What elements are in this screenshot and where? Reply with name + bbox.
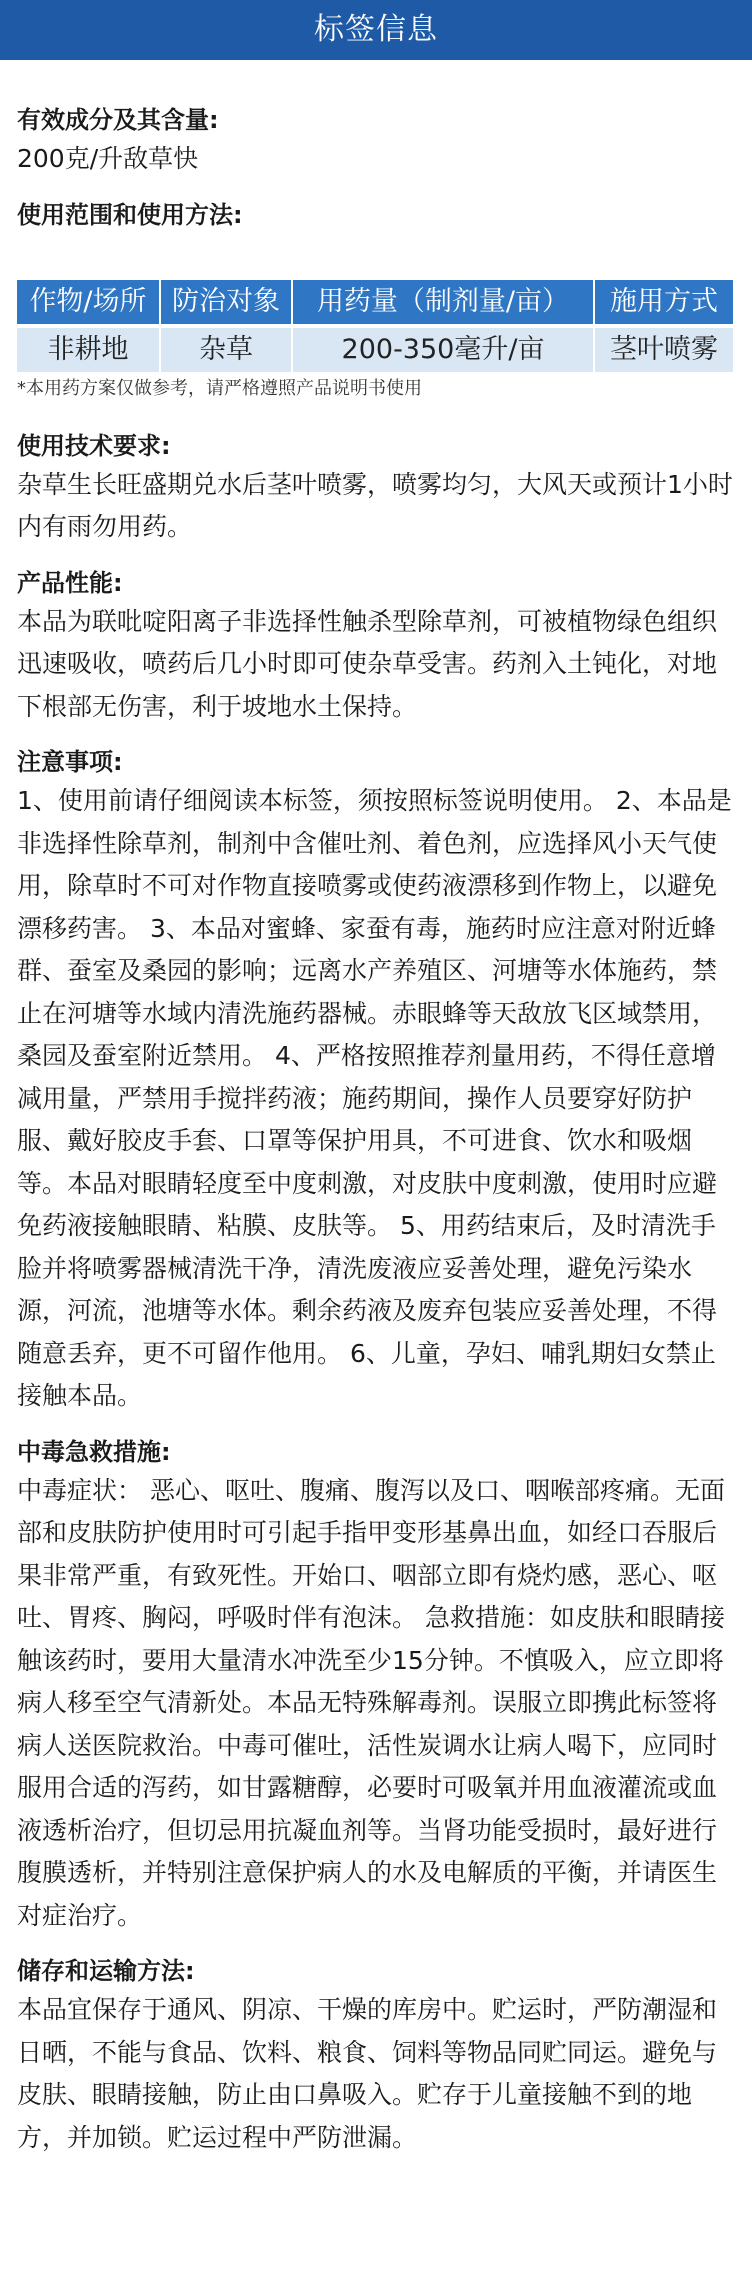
firstaid-heading: 中毒急救措施: bbox=[17, 1437, 171, 1466]
section-storage bbox=[17, 1953, 735, 2159]
table-cell: 茎叶喷雾 bbox=[595, 328, 733, 372]
table-cell: 杂草 bbox=[161, 328, 291, 372]
performance-text: 本品为联吡啶阳离子非选择性触杀型除草剂，可被植物绿色组织迅速吸收，喷药后几小时即可使杂草受害。药剂入土钝化，对地下根部无伤害，利于坡地水土保持。 bbox=[17, 606, 718, 721]
ingredient-heading: 有效成分及其含量: bbox=[17, 106, 219, 134]
label-content bbox=[0, 60, 752, 2159]
page-header bbox=[0, 0, 752, 60]
firstaid-text: 中毒症状： 恶心、呕吐、腹痛、腹泻以及口、咽喉部疼痛。无面部和皮肤防护使用时可引起手指甲变形基鼻出血，如经口吞服后果非常严重，有致死性。开始口、咽部立即有烧灼感，恶心、呕吐、胃疼、胸闷，呼吸时伴有泡沫。 急救措施：如皮肤和眼睛接触该药时，要用大量清水冲洗至少15分钟。不慎吸入，应立即将病人移至空气清新处。本品无特殊解毒剂。误服立即携此标签将病人送医院救治。中毒可催吐，活性炭调水让病人喝下，应同时服用合适的泻药，如甘露糖醇，必要时可吸氧并用血液灌流或血液透析治疗，但切忌用抗凝血剂等。当肾功能受损时，最好进行腹膜透析，并特别注意保护病人的水及电解质的平衡，并请医生对症治疗。 bbox=[17, 1475, 725, 1930]
usage-heading: 使用范围和使用方法: bbox=[17, 200, 243, 229]
table-cell: 非耕地 bbox=[17, 328, 159, 372]
table-footnote: *本用药方案仅做参考，请严格遵照产品说明书使用 bbox=[17, 377, 422, 399]
section-cautions bbox=[17, 744, 735, 1418]
tech-text: 杂草生长旺盛期兑水后茎叶喷雾，喷雾均匀，大风天或预计1小时内有雨勿用药。 bbox=[17, 469, 733, 541]
table-cell: 200-350毫升/亩 bbox=[293, 328, 593, 372]
storage-heading: 储存和运输方法: bbox=[17, 1957, 195, 1985]
section-performance bbox=[17, 565, 735, 729]
section-firstaid bbox=[17, 1434, 735, 1938]
table-header-cell: 作物/场所 bbox=[17, 280, 159, 324]
page-title: 标签信息 bbox=[314, 12, 438, 47]
table-header-row bbox=[17, 280, 733, 324]
cautions-heading: 注意事项: bbox=[17, 748, 123, 776]
storage-text: 本品宜保存于通风、阴凉、干燥的库房中。贮运时，严防潮湿和日晒，不能与食品、饮料、粮食、饲料等物品同贮同运。避免与皮肤、眼睛接触，防止由口鼻吸入。贮存于儿童接触不到的地方，并加锁。贮运过程中严防泄漏。 bbox=[17, 1995, 718, 2152]
section-usage bbox=[17, 197, 735, 233]
section-tech bbox=[17, 428, 735, 549]
section-ingredient bbox=[17, 60, 735, 181]
table-header-cell: 防治对象 bbox=[161, 280, 291, 324]
ingredient-text: 200克/升敌草快 bbox=[17, 144, 199, 173]
table-row bbox=[17, 328, 733, 372]
cautions-text: 1、使用前请仔细阅读本标签，须按照标签说明使用。 2、本品是非选择性除草剂，制剂中含催吐剂、着色剂，应选择风小天气使用，除草时不可对作物直接喷雾或使药液漂移到作物上，以避免漂移药害。 3、本品对蜜蜂、家蚕有毒，施药时应注意对附近蜂群、蚕室及桑园的影响；远离水产养殖区、河塘等水体施药，禁止在河塘等水域内清洗施药器械。赤眼蜂等天敌放飞区域禁用，桑园及蚕室附近禁用。 4、严格按照推荐剂量用药，不得任意增减用量，严禁用手搅拌药液；施药期间，操作人员要穿好防护服、戴好胶皮手套、口罩等保护用具，不可进食、饮水和吸烟等。本品对眼睛轻度至中度刺激，对皮肤中度刺激，使用时应避免药液接触眼睛、粘膜、皮肤等。 5、用药结束后，及时清洗手脸并将喷雾器械清洗干净，清洗废液应妥善处理，避免污染水源，河流，池塘等水体。剩余药液及废弃包装应妥善处理，不得随意丢弃，更不可留作他用。 6、儿童，孕妇、哺乳期妇女禁止接触本品。 bbox=[17, 786, 732, 1410]
table-header-cell: 用药量（制剂量/亩） bbox=[293, 280, 593, 324]
table-header-cell: 施用方式 bbox=[595, 280, 733, 324]
tech-heading: 使用技术要求: bbox=[17, 431, 171, 460]
usage-table bbox=[17, 280, 733, 402]
performance-heading: 产品性能: bbox=[17, 568, 123, 597]
